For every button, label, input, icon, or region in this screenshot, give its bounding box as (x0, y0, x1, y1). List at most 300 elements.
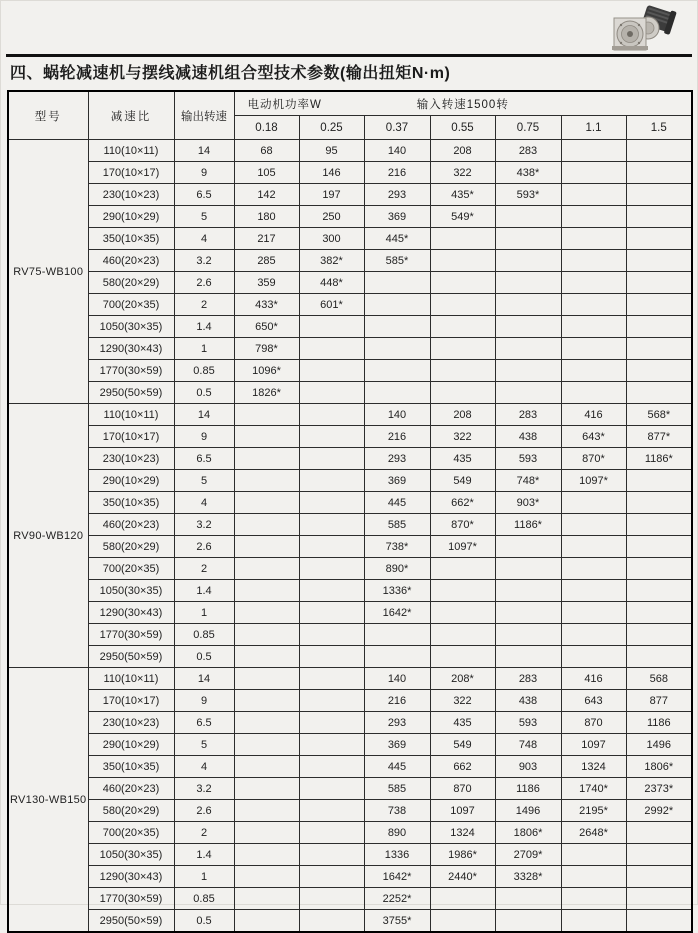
torque-value-cell (626, 162, 692, 184)
torque-value-cell (234, 404, 299, 426)
torque-value-cell: 445 (364, 492, 430, 514)
torque-value-cell (430, 316, 495, 338)
torque-value-cell: 2373* (626, 778, 692, 800)
output-speed-cell: 2 (174, 294, 234, 316)
torque-value-cell: 285 (234, 250, 299, 272)
torque-value-cell (626, 470, 692, 492)
torque-value-cell: 643 (561, 690, 626, 712)
torque-value-cell: 445* (364, 228, 430, 250)
torque-value-cell: 643* (561, 426, 626, 448)
power-column-header: 1.1 (561, 116, 626, 140)
torque-value-cell: 2195* (561, 800, 626, 822)
torque-value-cell: 1096* (234, 360, 299, 382)
torque-value-cell: 283 (495, 668, 561, 690)
torque-value-cell (495, 338, 561, 360)
torque-value-cell: 870 (430, 778, 495, 800)
power-column-header: 0.55 (430, 116, 495, 140)
torque-value-cell (495, 910, 561, 933)
torque-value-cell: 369 (364, 470, 430, 492)
torque-value-cell (299, 580, 364, 602)
torque-value-cell: 3328* (495, 866, 561, 888)
torque-value-cell (626, 910, 692, 933)
torque-value-cell: 293 (364, 712, 430, 734)
ratio-cell: 580(20×29) (88, 272, 174, 294)
output-speed-cell: 2 (174, 558, 234, 580)
table-row (8, 690, 692, 712)
table-row (8, 844, 692, 866)
torque-value-cell (364, 624, 430, 646)
torque-value-cell: 322 (430, 162, 495, 184)
ratio-cell: 460(20×23) (88, 250, 174, 272)
torque-value-cell (626, 514, 692, 536)
torque-value-cell: 870 (561, 712, 626, 734)
col-header-ratio: 减速比 (88, 91, 174, 140)
torque-value-cell (626, 250, 692, 272)
torque-value-cell: 585 (364, 778, 430, 800)
table-row (8, 140, 692, 162)
table-row (8, 866, 692, 888)
torque-value-cell (299, 910, 364, 933)
table-row (8, 624, 692, 646)
table-row (8, 316, 692, 338)
torque-value-cell: 748* (495, 470, 561, 492)
torque-value-cell: 593 (495, 712, 561, 734)
table-row (8, 888, 692, 910)
table-row (8, 272, 692, 294)
ratio-cell: 110(10×11) (88, 404, 174, 426)
table-row (8, 712, 692, 734)
torque-value-cell (299, 822, 364, 844)
torque-value-cell (626, 184, 692, 206)
ratio-cell: 460(20×23) (88, 514, 174, 536)
torque-value-cell: 438 (495, 690, 561, 712)
output-speed-cell: 5 (174, 734, 234, 756)
ratio-cell: 170(10×17) (88, 426, 174, 448)
torque-value-cell (626, 888, 692, 910)
table-row (8, 404, 692, 426)
torque-value-cell (234, 602, 299, 624)
torque-value-cell: 217 (234, 228, 299, 250)
table-row (8, 734, 692, 756)
torque-value-cell (561, 602, 626, 624)
torque-value-cell (561, 910, 626, 933)
torque-value-cell: 293 (364, 448, 430, 470)
table-row (8, 228, 692, 250)
torque-value-cell: 890* (364, 558, 430, 580)
output-speed-cell: 9 (174, 162, 234, 184)
torque-value-cell: 208 (430, 404, 495, 426)
torque-value-cell (299, 734, 364, 756)
input-speed-label: 输入转速1500转 (416, 98, 509, 111)
output-speed-cell: 1 (174, 602, 234, 624)
torque-value-cell: 1806* (626, 756, 692, 778)
title-divider-rule (6, 54, 692, 57)
model-cell: RV130-WB150 (8, 668, 88, 933)
torque-value-cell (626, 580, 692, 602)
model-cell: RV90-WB120 (8, 404, 88, 668)
torque-value-cell: 1336 (364, 844, 430, 866)
table-row (8, 822, 692, 844)
torque-value-cell: 433* (234, 294, 299, 316)
torque-value-cell: 382* (299, 250, 364, 272)
output-speed-cell: 1.4 (174, 316, 234, 338)
torque-value-cell (561, 844, 626, 866)
table-row (8, 382, 692, 404)
ratio-cell: 2950(50×59) (88, 382, 174, 404)
torque-value-cell: 1740* (561, 778, 626, 800)
torque-value-cell: 585 (364, 514, 430, 536)
table-row (8, 294, 692, 316)
torque-value-cell: 1986* (430, 844, 495, 866)
torque-value-cell (430, 272, 495, 294)
torque-value-cell (626, 866, 692, 888)
table-row (8, 184, 692, 206)
torque-value-cell (495, 624, 561, 646)
model-cell: RV75-WB100 (8, 140, 88, 404)
table-row (8, 162, 692, 184)
torque-value-cell (299, 426, 364, 448)
output-speed-cell: 0.85 (174, 624, 234, 646)
torque-value-cell: 208* (430, 668, 495, 690)
torque-value-cell: 903 (495, 756, 561, 778)
output-speed-cell: 9 (174, 426, 234, 448)
ratio-cell: 110(10×11) (88, 668, 174, 690)
torque-value-cell: 146 (299, 162, 364, 184)
torque-value-cell (495, 206, 561, 228)
output-speed-cell: 6.5 (174, 184, 234, 206)
torque-value-cell: 438* (495, 162, 561, 184)
torque-value-cell (234, 448, 299, 470)
torque-value-cell (561, 558, 626, 580)
torque-value-cell: 140 (364, 404, 430, 426)
torque-value-cell (430, 250, 495, 272)
table-row (8, 756, 692, 778)
torque-value-cell (299, 800, 364, 822)
ratio-cell: 1290(30×43) (88, 866, 174, 888)
torque-value-cell: 1496 (626, 734, 692, 756)
torque-value-cell: 250 (299, 206, 364, 228)
output-speed-cell: 1 (174, 866, 234, 888)
ratio-cell: 1050(30×35) (88, 316, 174, 338)
torque-value-cell (234, 690, 299, 712)
col-header-output-speed: 输出转速 (174, 91, 234, 140)
ratio-cell: 580(20×29) (88, 800, 174, 822)
output-speed-cell: 2.6 (174, 272, 234, 294)
torque-value-cell: 877 (626, 690, 692, 712)
torque-value-cell (626, 338, 692, 360)
torque-value-cell (561, 646, 626, 668)
torque-value-cell (299, 668, 364, 690)
torque-value-cell (234, 514, 299, 536)
torque-value-cell (299, 492, 364, 514)
torque-value-cell (234, 426, 299, 448)
table-row (8, 514, 692, 536)
output-speed-cell: 4 (174, 756, 234, 778)
torque-value-cell (299, 888, 364, 910)
table-row (8, 338, 692, 360)
torque-value-cell: 369 (364, 734, 430, 756)
torque-value-cell: 300 (299, 228, 364, 250)
torque-value-cell: 435* (430, 184, 495, 206)
output-speed-cell: 14 (174, 140, 234, 162)
torque-value-cell: 369 (364, 206, 430, 228)
torque-value-cell: 283 (495, 140, 561, 162)
torque-value-cell: 68 (234, 140, 299, 162)
output-speed-cell: 4 (174, 492, 234, 514)
table-row (8, 426, 692, 448)
output-speed-cell: 0.85 (174, 360, 234, 382)
torque-value-cell (299, 360, 364, 382)
torque-value-cell (234, 624, 299, 646)
torque-value-cell (626, 360, 692, 382)
torque-value-cell: 180 (234, 206, 299, 228)
torque-value-cell: 1826* (234, 382, 299, 404)
table-row (8, 646, 692, 668)
torque-value-cell (430, 228, 495, 250)
torque-value-cell: 568 (626, 668, 692, 690)
ratio-cell: 1290(30×43) (88, 338, 174, 360)
torque-value-cell (299, 778, 364, 800)
torque-value-cell (561, 206, 626, 228)
torque-value-cell: 593 (495, 448, 561, 470)
torque-value-cell (626, 624, 692, 646)
torque-value-cell: 1324 (561, 756, 626, 778)
torque-value-cell (561, 294, 626, 316)
output-speed-cell: 6.5 (174, 712, 234, 734)
power-column-header: 0.18 (234, 116, 299, 140)
torque-value-cell (299, 558, 364, 580)
torque-value-cell (561, 162, 626, 184)
torque-value-cell: 1336* (364, 580, 430, 602)
torque-value-cell: 216 (364, 162, 430, 184)
ratio-cell: 230(10×23) (88, 712, 174, 734)
torque-value-cell (364, 294, 430, 316)
torque-value-cell: 2709* (495, 844, 561, 866)
table-row (8, 250, 692, 272)
torque-value-cell: 140 (364, 668, 430, 690)
torque-value-cell (234, 866, 299, 888)
torque-value-cell: 3755* (364, 910, 430, 933)
torque-value-cell: 95 (299, 140, 364, 162)
torque-value-cell: 549 (430, 734, 495, 756)
torque-value-cell (430, 580, 495, 602)
torque-value-cell: 738* (364, 536, 430, 558)
torque-value-cell (364, 316, 430, 338)
torque-value-cell (626, 206, 692, 228)
torque-value-cell: 2252* (364, 888, 430, 910)
torque-value-cell (234, 734, 299, 756)
torque-value-cell: 2648* (561, 822, 626, 844)
torque-value-cell: 283 (495, 404, 561, 426)
ratio-cell: 1770(30×59) (88, 624, 174, 646)
torque-value-cell (561, 316, 626, 338)
ratio-cell: 230(10×23) (88, 184, 174, 206)
power-column-header: 0.37 (364, 116, 430, 140)
torque-value-cell (430, 338, 495, 360)
torque-value-cell: 216 (364, 426, 430, 448)
torque-value-cell: 2440* (430, 866, 495, 888)
torque-value-cell: 890 (364, 822, 430, 844)
table-row (8, 800, 692, 822)
torque-value-cell (561, 888, 626, 910)
torque-value-cell: 738 (364, 800, 430, 822)
torque-value-cell (299, 514, 364, 536)
torque-value-cell (364, 382, 430, 404)
output-speed-cell: 0.5 (174, 646, 234, 668)
output-speed-cell: 2.6 (174, 800, 234, 822)
ratio-cell: 350(10×35) (88, 756, 174, 778)
output-speed-cell: 5 (174, 206, 234, 228)
torque-value-cell (561, 580, 626, 602)
torque-value-cell: 438 (495, 426, 561, 448)
power-column-header: 0.75 (495, 116, 561, 140)
torque-value-cell (299, 338, 364, 360)
torque-value-cell (430, 558, 495, 580)
torque-value-cell: 197 (299, 184, 364, 206)
torque-value-cell: 435 (430, 712, 495, 734)
torque-value-cell (234, 910, 299, 933)
torque-value-cell (234, 492, 299, 514)
torque-value-cell: 322 (430, 690, 495, 712)
torque-value-cell (299, 448, 364, 470)
torque-value-cell: 1097 (561, 734, 626, 756)
torque-value-cell: 322 (430, 426, 495, 448)
torque-value-cell: 568* (626, 404, 692, 426)
torque-value-cell (299, 382, 364, 404)
torque-value-cell (430, 888, 495, 910)
torque-value-cell: 105 (234, 162, 299, 184)
torque-value-cell (626, 228, 692, 250)
motor-power-label: 电动机功率W (247, 98, 322, 111)
torque-value-cell (234, 580, 299, 602)
torque-value-cell: 585* (364, 250, 430, 272)
torque-value-cell (561, 228, 626, 250)
worm-gear-reducer-photo (604, 2, 680, 54)
torque-value-cell: 549* (430, 206, 495, 228)
torque-value-cell: 216 (364, 690, 430, 712)
ratio-cell: 2950(50×59) (88, 910, 174, 933)
torque-value-cell: 1097 (430, 800, 495, 822)
table-header (8, 91, 692, 140)
col-header-power-group (234, 91, 692, 116)
table-row (8, 778, 692, 800)
torque-value-cell (561, 536, 626, 558)
torque-value-cell (626, 602, 692, 624)
output-speed-cell: 1.4 (174, 580, 234, 602)
power-column-header: 0.25 (299, 116, 364, 140)
torque-value-cell (626, 558, 692, 580)
output-speed-cell: 3.2 (174, 778, 234, 800)
torque-value-cell: 448* (299, 272, 364, 294)
torque-value-cell: 1642* (364, 602, 430, 624)
table-row (8, 668, 692, 690)
torque-value-cell (495, 272, 561, 294)
ratio-cell: 230(10×23) (88, 448, 174, 470)
torque-value-cell: 650* (234, 316, 299, 338)
torque-value-cell: 208 (430, 140, 495, 162)
output-speed-cell: 6.5 (174, 448, 234, 470)
output-speed-cell: 0.5 (174, 910, 234, 933)
torque-value-cell (430, 646, 495, 668)
torque-value-cell (234, 646, 299, 668)
ratio-cell: 1050(30×35) (88, 844, 174, 866)
torque-value-cell (234, 778, 299, 800)
torque-value-cell: 748 (495, 734, 561, 756)
output-speed-cell: 9 (174, 690, 234, 712)
torque-value-cell: 2992* (626, 800, 692, 822)
torque-value-cell (299, 404, 364, 426)
torque-value-cell: 1186 (626, 712, 692, 734)
ratio-cell: 700(20×35) (88, 558, 174, 580)
torque-value-cell (495, 228, 561, 250)
torque-value-cell (626, 316, 692, 338)
torque-value-cell (299, 316, 364, 338)
torque-value-cell (234, 536, 299, 558)
torque-value-cell (364, 272, 430, 294)
torque-value-cell (561, 360, 626, 382)
torque-value-cell (299, 844, 364, 866)
torque-value-cell (561, 184, 626, 206)
torque-value-cell (234, 558, 299, 580)
torque-value-cell: 416 (561, 404, 626, 426)
torque-value-cell: 416 (561, 668, 626, 690)
output-speed-cell: 1.4 (174, 844, 234, 866)
output-speed-cell: 14 (174, 404, 234, 426)
torque-value-cell (299, 712, 364, 734)
torque-value-cell: 593* (495, 184, 561, 206)
torque-value-cell (561, 272, 626, 294)
torque-value-cell (561, 866, 626, 888)
torque-value-cell (561, 624, 626, 646)
torque-value-cell (561, 492, 626, 514)
table-row (8, 558, 692, 580)
ratio-cell: 1050(30×35) (88, 580, 174, 602)
torque-value-cell (626, 492, 692, 514)
torque-value-cell (430, 294, 495, 316)
ratio-cell: 700(20×35) (88, 822, 174, 844)
torque-value-cell (626, 822, 692, 844)
ratio-cell: 350(10×35) (88, 228, 174, 250)
torque-value-cell: 1642* (364, 866, 430, 888)
output-speed-cell: 14 (174, 668, 234, 690)
table-body (8, 140, 692, 933)
torque-value-cell: 1097* (561, 470, 626, 492)
torque-value-cell (495, 558, 561, 580)
torque-value-cell (299, 602, 364, 624)
spec-table (7, 90, 693, 933)
power-column-header: 1.5 (626, 116, 692, 140)
torque-value-cell (234, 712, 299, 734)
torque-value-cell (299, 624, 364, 646)
torque-value-cell (234, 844, 299, 866)
torque-value-cell (495, 580, 561, 602)
torque-value-cell (495, 360, 561, 382)
ratio-cell: 110(10×11) (88, 140, 174, 162)
torque-value-cell (430, 624, 495, 646)
torque-value-cell (495, 294, 561, 316)
table-row (8, 580, 692, 602)
torque-value-cell: 870* (561, 448, 626, 470)
torque-value-cell (299, 690, 364, 712)
torque-value-cell (299, 536, 364, 558)
torque-value-cell: 601* (299, 294, 364, 316)
torque-value-cell: 1324 (430, 822, 495, 844)
torque-value-cell (234, 756, 299, 778)
output-speed-cell: 3.2 (174, 250, 234, 272)
ratio-cell: 460(20×23) (88, 778, 174, 800)
torque-value-cell (495, 602, 561, 624)
table-row (8, 448, 692, 470)
